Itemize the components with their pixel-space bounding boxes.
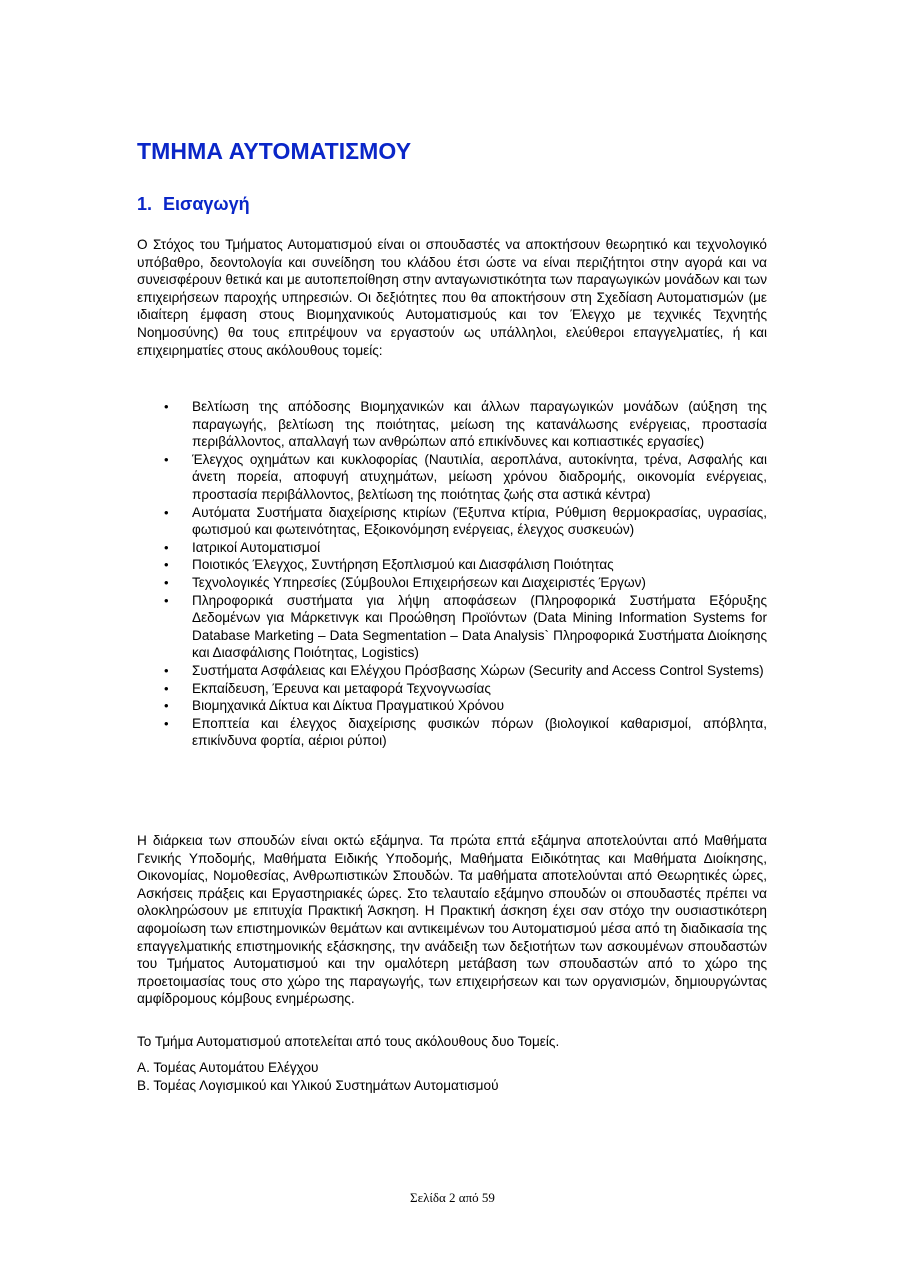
bullet-icon: • [164, 715, 169, 731]
list-item-text: Έλεγχος οχημάτων και κυκλοφορίας (Ναυτιλία, αεροπλάνα, αυτοκίνητα, τρένα, Ασφαλής και άνετη πορεία, αποφυγή ατυχημάτων, μείωση χρόνου διαδρομής, οικονομία ενέργειας, προστασία περιβάλλοντος, βελτίωση της ποιότητας ζωής στα αστικά κέντρα) [192, 451, 767, 502]
section-heading [137, 194, 250, 215]
bullet-icon: • [164, 504, 169, 520]
list-item-text: Ποιοτικός Έλεγχος, Συντήρηση Εξοπλισμού και Διασφάλιση Ποιότητας [192, 557, 614, 573]
list-item-text: Βελτίωση της απόδοσης Βιομηχανικών και άλλων παραγωγικών μονάδων (αύξηση της παραγωγής, βελτίωση της ποιότητας, μείωση της κατανάλωσης ενέργειας, προστασία περιβάλλοντος, απαλλαγή των ανθρώπων από επικίνδυνες και κοπιαστικές εργασίες) [192, 399, 767, 450]
sector-a: Α. Τομέας Αυτομάτου Ελέγχου [137, 1060, 319, 1075]
list-item [137, 556, 767, 574]
list-item [137, 574, 767, 592]
bullet-icon: • [164, 557, 169, 573]
section-title: Εισαγωγή [163, 194, 250, 214]
bullet-icon: • [164, 662, 169, 678]
intro-paragraph: Ο Στόχος του Τμήματος Αυτοματισμού είναι οι σπουδαστές να αποκτήσουν θεωρητικό και τεχνολογικό υπόβαθρο, δεοντολογία και συνείδηση του κλάδου έτσι ώστε να είναι περιζήτητοι στην αγορά και να συνεισφέρουν θετικά και με αυτοπεποίθηση στην ανταγωνιστικότητα των παραγωγικών μονάδων και των επιχειρήσεων παροχής υπηρεσιών. Οι δεξιότητες που θα αποκτήσουν στη Σχεδίαση Αυτοματισμών (με ιδιαίτερη έμφαση στους Βιομηχανικούς Αυτοματισμούς και τον Έλεγχο με τεχνικές Τεχνητής Νοημοσύνης) θα τους επιτρέψουν να εργαστούν ως υπάλληλοι, ελεύθεροι επαγγελματίες, ή και επιχειρηματίες στους ακόλουθους τομείς: [137, 237, 767, 358]
duration-paragraph: Η διάρκεια των σπουδών είναι οκτώ εξάμηνα. Τα πρώτα επτά εξάμηνα αποτελούνται από Μαθήματα Γενικής Υποδομής, Μαθήματα Ειδικής Υποδομής, Μαθήματα Ειδικότητας και Μαθήματα Διοίκησης, Οικονομίας, Νομοθεσίας, Ανθρωπιστικών Σπουδών. Τα μαθήματα αποτελούνται από Θεωρητικές ώρες, Ασκήσεις πράξεις και Εργαστηριακές ώρες. Στο τελαυταίο εξάμηνο σπουδών οι σπουδαστές πρέπει να ολοκληρώσουν με επιτυχία Πρακτική Άσκηση. Η Πρακτική άσκηση έχει σαν στόχο την ουσιαστικότερη αφομοίωση των επιστημονικών θεμάτων και αντικειμένων του Αυτοματισμού μέσα από τη διαδικασία της επαγγελματικής επιστημονικής εξάσκησης, την ανάδειξη των δεξιοτήτων των ασκουμένων σπουδαστών του Τμήματος Αυτοματισμού και την ομαλότερη μετάβαση των σπουδαστών από το χώρο της προετοιμασίας τους στο χώρο της παραγωγής, των επιχειρήσεων και των οργανισμών, δημιουργώντας αμφίδρομους κόμβους ενημέρωσης. [137, 833, 767, 1007]
bullet-icon: • [164, 680, 169, 696]
list-item [137, 592, 767, 662]
list-item-text: Εποπτεία και έλεγχος διαχείρισης φυσικών πόρων (βιολογικοί καθαρισμοί, απόβλητα, επικίνδυνα φορτία, αέριοι ρύποι) [192, 715, 767, 749]
list-item-text: Βιομηχανικά Δίκτυα και Δίκτυα Πραγματικού Χρόνου [192, 698, 505, 714]
list-item-text: Πληροφορικά συστήματα για λήψη αποφάσεων (Πληροφορικά Συστήματα Εξόρυξης Δεδομένων για Μάρκετινγκ και Προώθηση Προϊόντων (Data Mining Information Systems for Database Marketing – Data Segmentation – Data Analysis` Πληροφορικά Συστήματα Διοίκησης και Διασφάλισης Ποιότητας, Logistics) [192, 592, 767, 661]
bullet-icon: • [164, 539, 169, 555]
page-title: ΤΜΗΜΑ ΑΥΤΟΜΑΤΙΣΜΟΥ [137, 138, 412, 164]
bullet-icon: • [164, 592, 169, 608]
application-areas-list [137, 398, 767, 750]
bullet-icon: • [164, 399, 169, 414]
list-item-text: Αυτόματα Συστήματα διαχείρισης κτιρίων (Έξυπνα κτίρια, Ρύθμιση θερμοκρασίας, υγρασίας, φωτισμού και φωτεινότητας, Εξοικονόμηση ενέργειας, έλεγχος συσκευών) [192, 504, 767, 538]
list-item [137, 398, 767, 451]
bullet-icon: • [164, 574, 169, 590]
sector-b: Β. Τομέας Λογισμικού και Υλικού Συστημάτων Αυτοματισμού [137, 1078, 499, 1093]
list-item [137, 697, 767, 715]
list-item-text: Ιατρικοί Αυτοματισμοί [192, 539, 321, 555]
list-item-text: Εκπαίδευση, Έρευνα και μεταφορά Τεχνογνωσίας [192, 680, 491, 696]
page-footer: Σελίδα 2 από 59 [410, 1190, 495, 1205]
list-item [137, 715, 767, 750]
list-item-text: Συστήματα Ασφάλειας και Ελέγχου Πρόσβασης Χώρων (Security and Access Control Systems) [192, 662, 764, 678]
list-item-text: Τεχνολογικές Υπηρεσίες (Σύμβουλοι Επιχειρήσεων και Διαχειριστές Έργων) [192, 574, 646, 590]
composition-sentence: Το Τμήμα Αυτοματισμού αποτελείται από τους ακόλουθους δυο Τομείς. [137, 1034, 560, 1049]
section-number: 1. [137, 194, 153, 214]
list-item [137, 539, 767, 557]
list-item [137, 662, 767, 680]
list-item [137, 451, 767, 504]
list-item [137, 504, 767, 539]
bullet-icon: • [164, 451, 169, 467]
list-item [137, 680, 767, 698]
bullet-icon: • [164, 698, 169, 714]
